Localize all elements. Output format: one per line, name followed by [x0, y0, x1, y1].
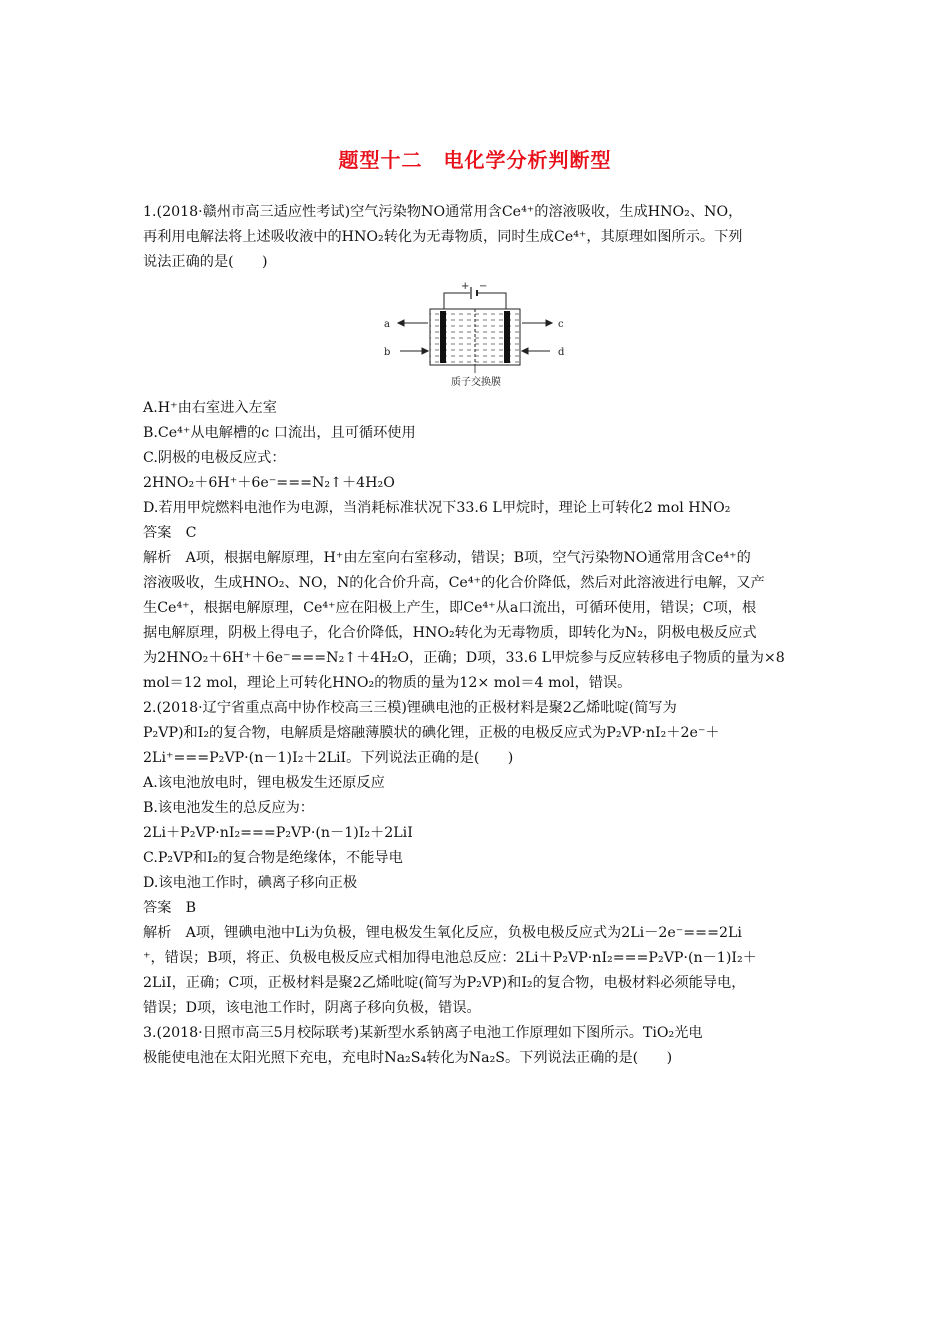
- electrolysis-cell-diagram: [378, 281, 574, 389]
- q1-option-b: B.Ce⁴⁺从电解槽的c 口流出，且可循环使用: [143, 425, 416, 441]
- port-d-label: d: [558, 347, 565, 358]
- right-electrode: [504, 311, 510, 363]
- membrane-caption: 质子交换膜: [451, 377, 501, 388]
- q2-stem-line: 2.(2018·辽宁省重点高中协作校高三三模)锂碘电池的正极材料是聚2乙烯吡啶(简写为: [143, 700, 677, 716]
- q1-stem-line: 1.(2018·赣州市高三适应性考试)空气污染物NO通常用含Ce⁴⁺的溶液吸收，生成HNO₂、NO，: [143, 204, 743, 220]
- port-b-label: b: [384, 347, 391, 358]
- port-c-label: c: [558, 319, 564, 330]
- q1-option-c-equation: 2HNO₂＋6H⁺＋6e⁻===N₂↑＋4H₂O: [143, 475, 395, 491]
- q2-option-b: B.该电池发生的总反应为：: [143, 800, 314, 816]
- q1-option-c: C.阴极的电极反应式：: [143, 450, 286, 466]
- q2-stem-line: P₂VP)和I₂的复合物，电解质是熔融薄膜状的碘化锂，正极的电极反应式为P₂VP·nI₂＋2e⁻＋: [143, 725, 720, 741]
- page-title: 题型十二 电化学分析判断型: [338, 148, 612, 172]
- q2-analysis-line: ⁺，错误；B项，将正、负极电极反应式相加得电池总反应：2Li＋P₂VP·nI₂===P₂VP·(n－1)I₂＋: [143, 950, 757, 966]
- q2-analysis-line: 错误；D项，该电池工作时，阴离子移向负极，错误。: [143, 1000, 481, 1016]
- q1-stem-line: 说法正确的是( ): [143, 254, 268, 270]
- q2-analysis-line: 2LiI，正确；C项，正极材料是聚2乙烯吡啶(简写为P₂VP)和I₂的复合物，电极材料必须能导电，: [143, 975, 746, 991]
- q2-answer: 答案 B: [143, 900, 196, 916]
- q2-option-c: C.P₂VP和I₂的复合物是绝缘体，不能导电: [143, 850, 403, 866]
- q1-analysis-line: 据电解原理，阴极上得电子，化合价降低，HNO₂转化为无毒物质，即转化为N₂，阴极电极反应式: [143, 625, 757, 641]
- q1-answer: 答案 C: [143, 525, 197, 541]
- q1-analysis-line: 生Ce⁴⁺，根据电解原理，Ce⁴⁺应在阳极上产生，即Ce⁴⁺从a口流出，可循环使用，错误；C项，根: [143, 600, 757, 616]
- left-electrode: [440, 311, 446, 363]
- q1-stem-line: 再利用电解法将上述吸收液中的HNO₂转化为无毒物质，同时生成Ce⁴⁺，其原理如图所示。下列: [143, 229, 743, 245]
- q1-analysis-line: 解析 A项，根据电解原理，H⁺由左室向右室移动，错误；B项，空气污染物NO通常用含Ce⁴⁺的: [143, 550, 751, 566]
- q1-option-d: D.若用甲烷燃料电池作为电源，当消耗标准状况下33.6 L甲烷时，理论上可转化2 mol HNO₂: [143, 500, 731, 516]
- q3-stem-line: 极能使电池在太阳光照下充电，充电时Na₂S₄转化为Na₂S。下列说法正确的是( ): [143, 1050, 673, 1066]
- q1-analysis-line: 溶液吸收，生成HNO₂、NO，N的化合价升高，Ce⁴⁺的化合价降低，然后对此溶液进行电解，又产: [143, 575, 765, 591]
- q2-analysis-line: 解析 A项，锂碘电池中Li为负极，锂电极发生氧化反应，负极电极反应式为2Li－2e⁻===2Li: [143, 925, 742, 941]
- port-a-label: a: [384, 319, 390, 330]
- q1-analysis-line: mol＝12 mol，理论上可转化HNO₂的物质的量为12× mol＝4 mol，错误。: [143, 675, 632, 691]
- plus-label: +: [461, 281, 470, 292]
- minus-label: −: [479, 281, 488, 292]
- q1-option-a: A.H⁺由右室进入左室: [143, 400, 277, 416]
- q2-option-b-equation: 2Li＋P₂VP·nI₂===P₂VP·(n－1)I₂＋2LiI: [143, 825, 413, 841]
- q2-option-a: A.该电池放电时，锂电极发生还原反应: [143, 775, 385, 791]
- q2-stem-line: 2Li⁺===P₂VP·(n－1)I₂＋2LiI。下列说法正确的是( ): [143, 750, 514, 766]
- power-source: [444, 287, 506, 309]
- q2-option-d: D.该电池工作时，碘离子移向正极: [143, 875, 358, 891]
- q1-analysis-line: 为2HNO₂＋6H⁺＋6e⁻===N₂↑＋4H₂O，正确；D项，33.6 L甲烷参与反应转移电子物质的量为×8: [143, 650, 785, 666]
- q3-stem-line: 3.(2018·日照市高三5月校际联考)某新型水系钠离子电池工作原理如下图所示。TiO₂光电: [143, 1025, 703, 1041]
